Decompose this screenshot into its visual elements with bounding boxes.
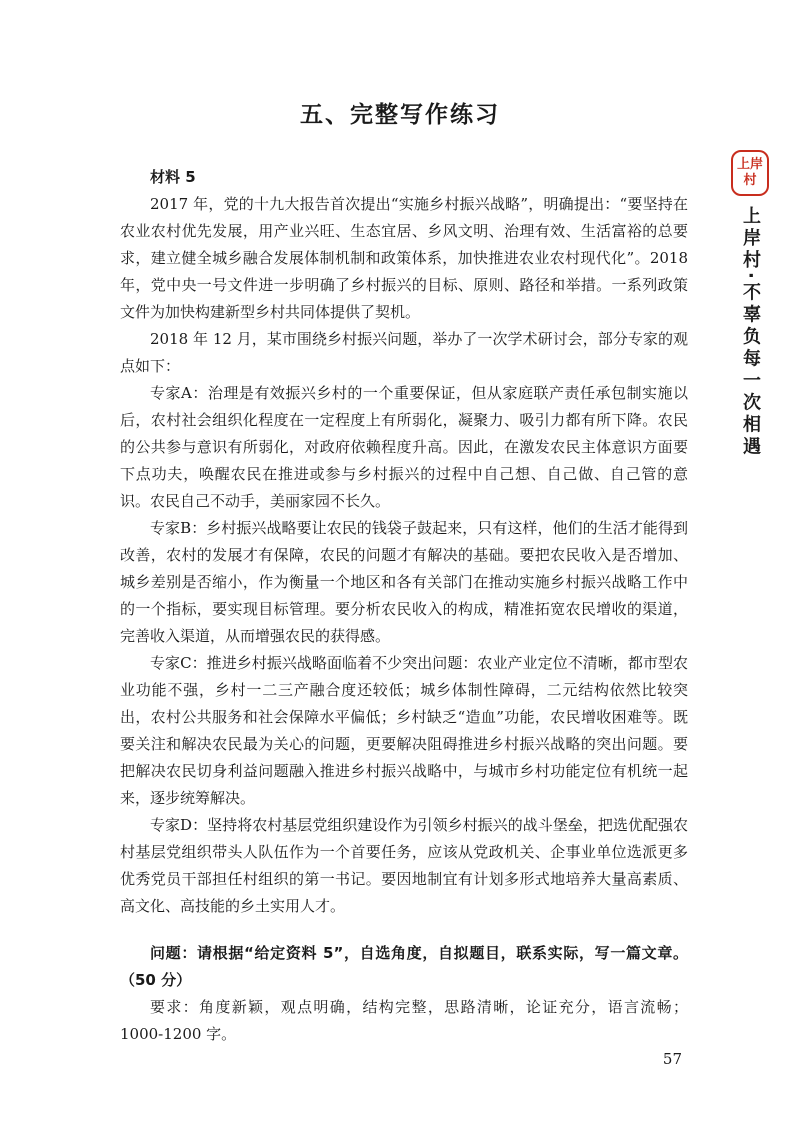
page-number: 57 <box>662 1050 682 1068</box>
paragraph-expert-b: 专家B：乡村振兴战略要让农民的钱袋子鼓起来，只有这样，他们的生活才能得到改善，农村的发展才有保障，农民的问题才有解决的基础。要把农民收入是否增加、城乡差别是否缩小，作为衡量一个地区和各有关部门在推动实施乡村振兴战略工作中的一个指标，要实现目标管理。要分析农民收入的构成，精准拓宽农民增收的渠道，完善收入渠道，从而增强农民的获得感。 <box>120 519 688 645</box>
side-tab <box>728 150 772 459</box>
paragraph-expert-a: 专家A：治理是有效振兴乡村的一个重要保证，但从家庭联产责任承包制实施以后，农村社会组织化程度在一定程度上有所弱化，凝聚力、吸引力都有所下降。农民的公共参与意识有所弱化，对政府依赖程度升高。因此，在激发农民主体意识方面要下点功夫，唤醒农民在推进或参与乡村振兴的过程中自己想、自己做、自己管的意识。农民自己不动手，美丽家园不长久。 <box>120 384 688 510</box>
document-body <box>120 164 688 1048</box>
seal-text-top: 上岸 <box>736 157 763 172</box>
material-label: 材料 5 <box>150 168 196 186</box>
paragraph-intro: 2017 年，党的十九大报告首次提出“实施乡村振兴战略”，明确提出：“要坚持在农业农村优先发展，用产业兴旺、生态宜居、乡风文明、治理有效、生活富裕的总要求，建立健全城乡融合发展体制机制和政策体系，加快推进农业农村现代化”。2018 年，党中央一号文件进一步明确了乡村振兴的目标、原则、路径和举措。一系列政策文件为加快构建新型乡村共同体提供了契机。 <box>120 195 688 321</box>
side-slogan: 上岸村·不辜负每一次相遇 <box>740 206 761 459</box>
brand-seal-icon <box>731 150 769 196</box>
paragraph-expert-c: 专家C：推进乡村振兴战略面临着不少突出问题：农业产业定位不清晰，都市型农业功能不强，乡村一二三产融合度还较低；城乡体制性障碍，二元结构依然比较突出，农村公共服务和社会保障水平偏低；乡村缺乏“造血”功能，农民增收困难等。既要关注和解决农民最为关心的问题，更要解决阻碍推进乡村振兴战略的突出问题。要把解决农民切身利益问题融入推进乡村振兴战略中，与城市乡村功能定位有机统一起来，逐步统筹解决。 <box>120 654 688 807</box>
question: 问题：请根据“给定资料 5”，自选角度，自拟题目，联系实际，写一篇文章。（50 分） <box>120 944 688 989</box>
requirement: 要求：角度新颖，观点明确，结构完整，思路清晰，论证充分，语言流畅；1000-1200 字。 <box>120 998 688 1043</box>
page-title: 五、完整写作练习 <box>300 102 500 128</box>
paragraph-expert-d: 专家D：坚持将农村基层党组织建设作为引领乡村振兴的战斗堡垒，把选优配强农村基层党组织带头人队伍作为一个首要任务，应该从党政机关、企事业单位选派更多优秀党员干部担任村组织的第一书记。要因地制宜有计划多形式地培养大量高素质、高文化、高技能的乡土实用人才。 <box>120 816 688 915</box>
paragraph-seminar: 2018 年 12 月，某市围绕乡村振兴问题，举办了一次学术研讨会，部分专家的观点如下： <box>120 330 688 375</box>
seal-text-bottom: 村 <box>743 173 757 188</box>
